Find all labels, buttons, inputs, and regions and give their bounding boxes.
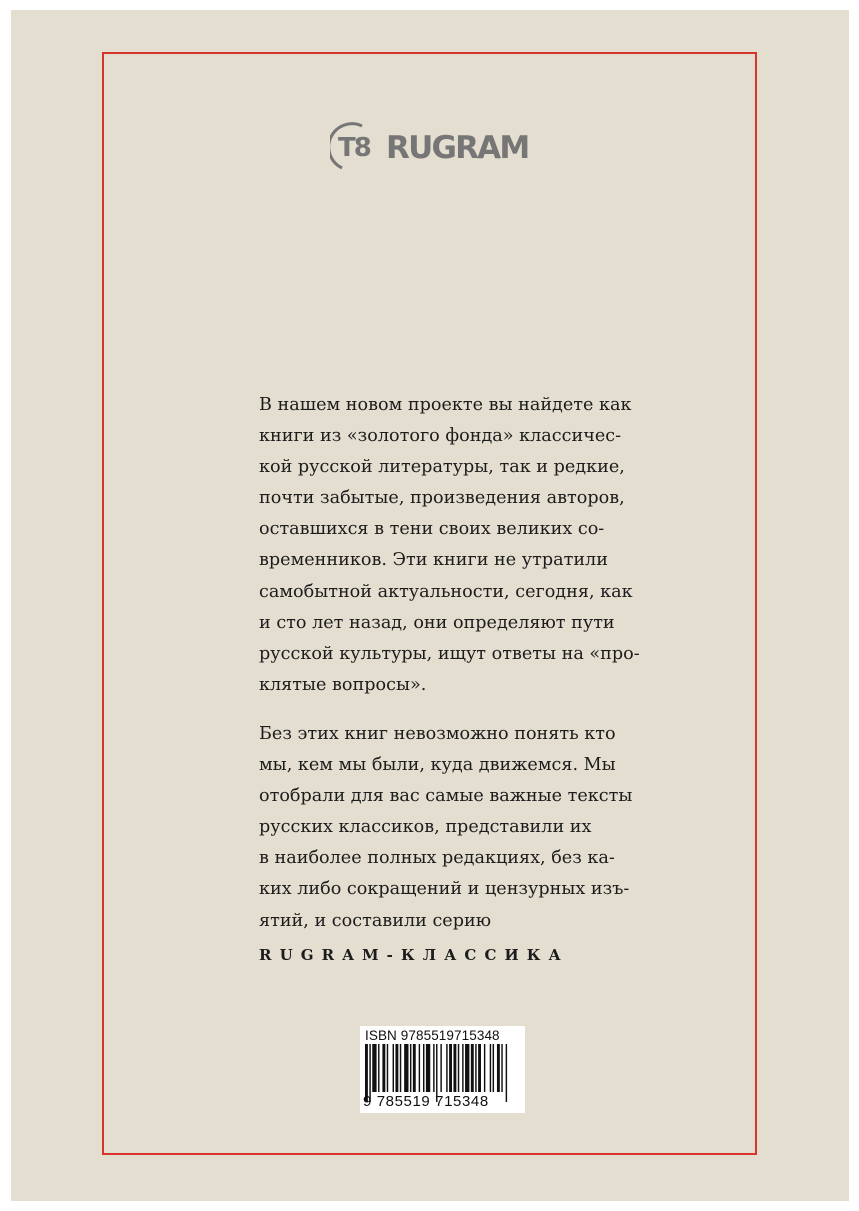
barcode-bar [419,1044,420,1092]
text-line: мы, кем мы были, куда движемся. Мы [259,755,616,776]
book-back-cover [11,10,849,1201]
barcode-bar [413,1044,416,1092]
barcode-bar [493,1044,494,1092]
text-line: самобытной актуальности, сегодня, как [259,581,633,602]
text-line: почти забытые, произведения авторов, [259,488,625,509]
text-line: отобрали для вас самые важные тексты [259,786,633,807]
barcode-bar [453,1044,456,1092]
barcode-bar [387,1044,388,1092]
text-line: ятий, и составили серию [259,910,492,931]
barcode-bar [475,1044,476,1092]
barcode-bar [471,1044,474,1092]
logo-mark [330,120,380,174]
barcode-bar [382,1044,385,1092]
text-line: Без этих книг невозможно понять кто [259,724,616,744]
text-line: клятые вопросы». [259,674,427,695]
barcode-bar [393,1044,394,1092]
barcode-bar [465,1044,469,1092]
barcode-bar [497,1044,500,1092]
barcode-bar [458,1044,459,1092]
text-line: оставшихся в тени своих великих со- [259,519,605,540]
barcode-bar [372,1044,376,1092]
text-line: книги из «золотого фонда» классичес- [259,426,622,447]
barcode-bar [433,1044,434,1092]
text-line: русской культуры, ищут ответы на «про- [259,643,640,664]
barcode-bar [462,1044,463,1092]
text-line: в наиболее полных редакциях, без ка- [259,848,615,869]
text-line: В нашем новом проекте вы найдете как [259,395,632,415]
series-name: RUGRAM-КЛАССИКА [259,946,569,964]
text-line: временников. Эти книги не утратили [259,550,608,571]
barcode-bar [426,1044,430,1092]
barcode-bar [400,1044,401,1092]
barcode-bar [478,1044,481,1092]
blurb-paragraph-1 [259,390,639,701]
logo-text: RUGRAM [386,130,529,166]
barcode-bar [490,1044,491,1092]
barcode-bar [446,1044,447,1092]
logo-mark-text: T8 [338,133,370,163]
text-line: и сто лет назад, они определяют пути [259,612,615,633]
text-line: кой русской литературы, так и редкие, [259,457,625,478]
publisher-logo [330,120,530,174]
text-line: русских классиков, представили их [259,817,592,838]
barcode-bar [378,1044,379,1092]
isbn-digits: 9 785519 715348 [363,1093,489,1110]
blurb-paragraph-2 [259,719,639,937]
isbn-barcode [360,1026,525,1113]
barcode-bar [410,1044,411,1092]
isbn-label: ISBN 9785519715348 [365,1028,500,1043]
barcode-bar [404,1044,408,1092]
barcode-bar [395,1044,398,1092]
barcode-bar [440,1044,441,1092]
text-line: ких либо сокращений и цензурных изъ- [259,879,630,900]
barcode-bar [423,1044,424,1092]
barcode-bar [501,1044,502,1092]
barcode-bar [449,1044,452,1092]
barcode-bar [484,1044,485,1092]
